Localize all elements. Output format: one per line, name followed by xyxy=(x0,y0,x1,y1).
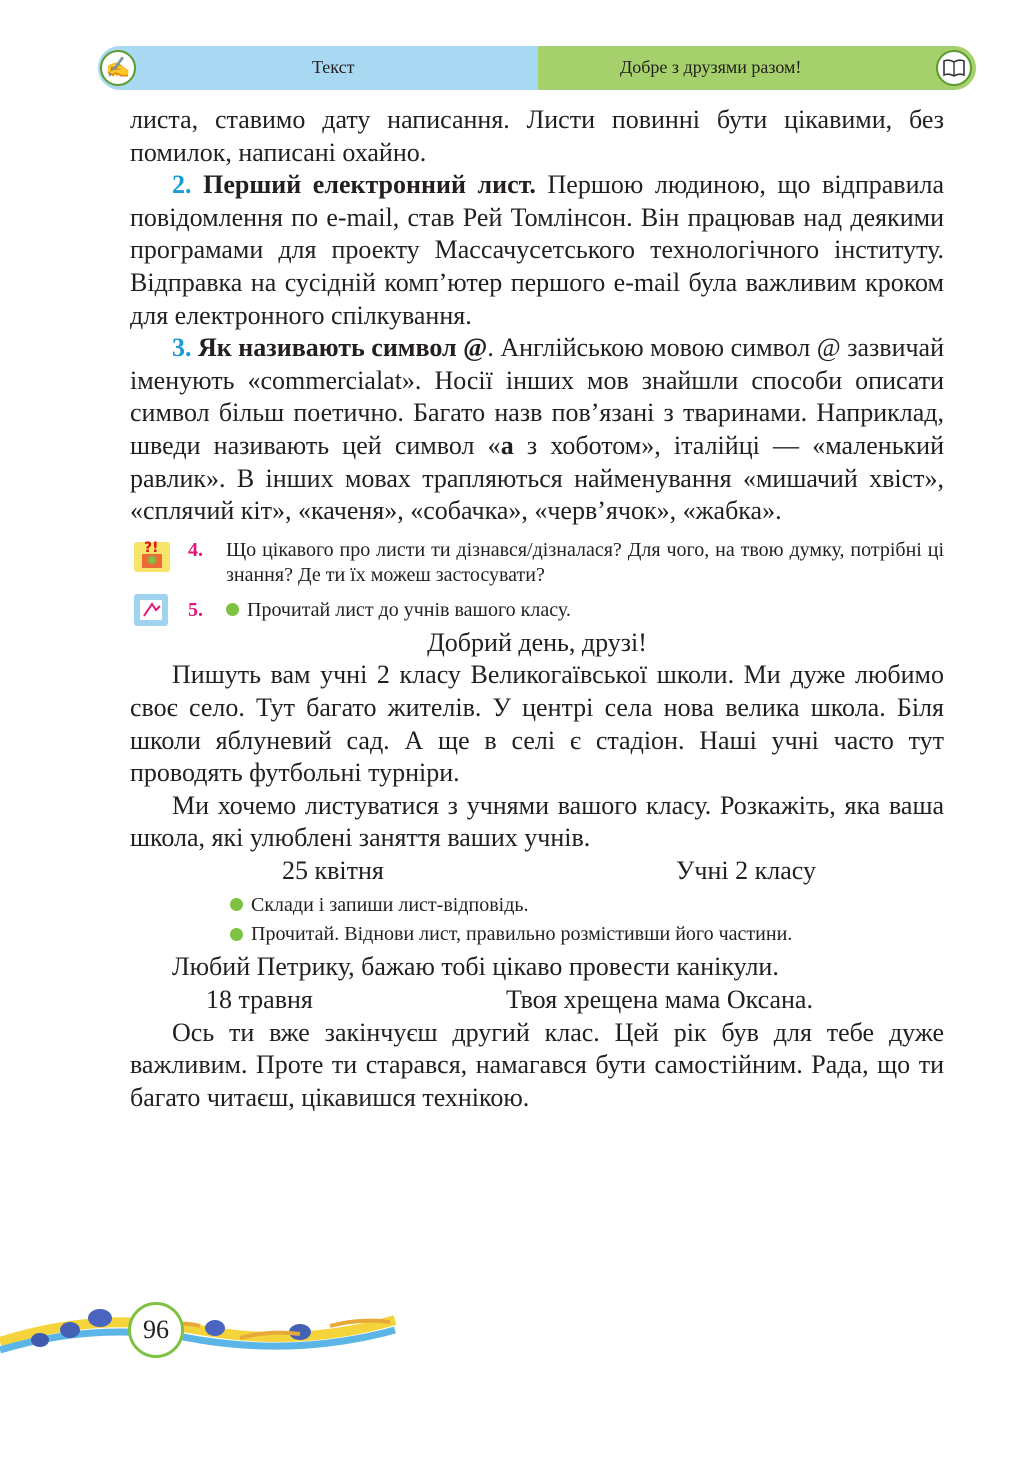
bullet-dot xyxy=(226,603,239,616)
task-text: Що цікавого про листи ти дізнався/дізналася? Для чого, на твою думку, потрібні ці знання? Де ти їх можеш застосувати? xyxy=(226,538,944,586)
section-title: Як називають символ @ xyxy=(198,333,488,363)
letter-date: 25 квітня xyxy=(282,855,384,885)
running-header xyxy=(98,46,976,90)
task-number: 5. xyxy=(188,598,203,621)
svg-text:?!: ?! xyxy=(144,539,159,556)
task-5 xyxy=(130,598,944,623)
letter2-paragraph: Ось ти вже закінчуєш другий клас. Цей рік був для тебе дуже важливим. Проте ти старався, намагався бути самостійним. Рада, що ти багато читаєш, цікавишся технікою. xyxy=(130,1017,944,1112)
bold-letter: а xyxy=(500,430,514,460)
page-body xyxy=(130,104,944,1114)
letter-paragraph: Пишуть вам учні 2 класу Великогаївської школи. Ми дуже любимо своє село. Тут багато жителів. У центрі села нова велика школа. Біля школи яблуневий сад. А ще в селі є стадіон. Наші учні часто тут проводять футбольні турніри. xyxy=(130,660,944,788)
task-text: Прочитай лист до учнів вашого класу. xyxy=(247,598,571,621)
read-write-icon xyxy=(130,590,174,630)
section-number: 3. xyxy=(172,333,192,363)
bullet-dot xyxy=(230,928,243,941)
bullet-dot xyxy=(230,898,243,911)
section-body: з хоботом», італійці — «маленький равлик». В інших мовах трапляються найменування «мишачий хвіст», «сплячий кіт», «каченя», «собачка», «черв’ячок», «жабка». xyxy=(130,430,945,526)
task-number: 4. xyxy=(188,538,203,561)
header-left-title: Текст xyxy=(312,57,355,77)
letter-paragraph: Ми хочемо листуватися з учнями вашого класу. Розкажіть, яка ваша школа, які улюблені заняття ваших учнів. xyxy=(130,790,944,853)
task-4 xyxy=(130,538,944,588)
bullet-list xyxy=(130,893,944,947)
section-number: 2. xyxy=(172,170,192,200)
bullet-text: Прочитай. Віднови лист, правильно розмістивши його частини. xyxy=(251,923,793,946)
letter2-line: Любий Петрику, бажаю тобі цікаво провести канікули. xyxy=(172,952,779,982)
letter2-footer-row xyxy=(130,984,944,1017)
bullet-text: Склади і запиши лист-відповідь. xyxy=(251,894,529,917)
letter2-signature: Твоя хрещена мама Оксана. xyxy=(506,985,813,1015)
page-number: 96 xyxy=(128,1302,184,1358)
book-icon xyxy=(936,50,972,86)
section-body: . Англійською мовою символ @ зазвичай іменують «commercialat». Носії інших мов знайшли способи описати символ більш поетично. Багато назв пов’язані з тваринами. Наприклад, шведи називають цей символ « xyxy=(130,333,945,460)
floral-decoration xyxy=(0,1290,400,1370)
think-discuss-icon xyxy=(130,536,174,576)
header-right-title: Добре з друзями разом! xyxy=(620,57,802,77)
letter-signature: Учні 2 класу xyxy=(676,855,816,885)
paragraph-continued: листа, ставимо дату написання. Листи повинні бути цікавими, без помилок, написані охайно. xyxy=(130,105,944,167)
letter-greeting: Добрий день, друзі! xyxy=(427,627,647,657)
letter2-date: 18 травня xyxy=(206,985,313,1015)
pen-icon: ✍ xyxy=(100,50,136,86)
paragraph-at-symbol xyxy=(130,332,944,528)
paragraph-first-email xyxy=(130,169,944,332)
section-body: Першою людиною, що відправила повідомлення по e-mail, став Рей Томлінсон. Він працював над деякими програмами для проекту Массачусетського технологічного інституту. Відправка на сусідній комп’ютер першого e-mail була важливим кроком для електронного спілкування. xyxy=(130,170,944,330)
letter-footer-row xyxy=(130,855,944,888)
section-title: Перший електронний лист. xyxy=(203,170,536,200)
